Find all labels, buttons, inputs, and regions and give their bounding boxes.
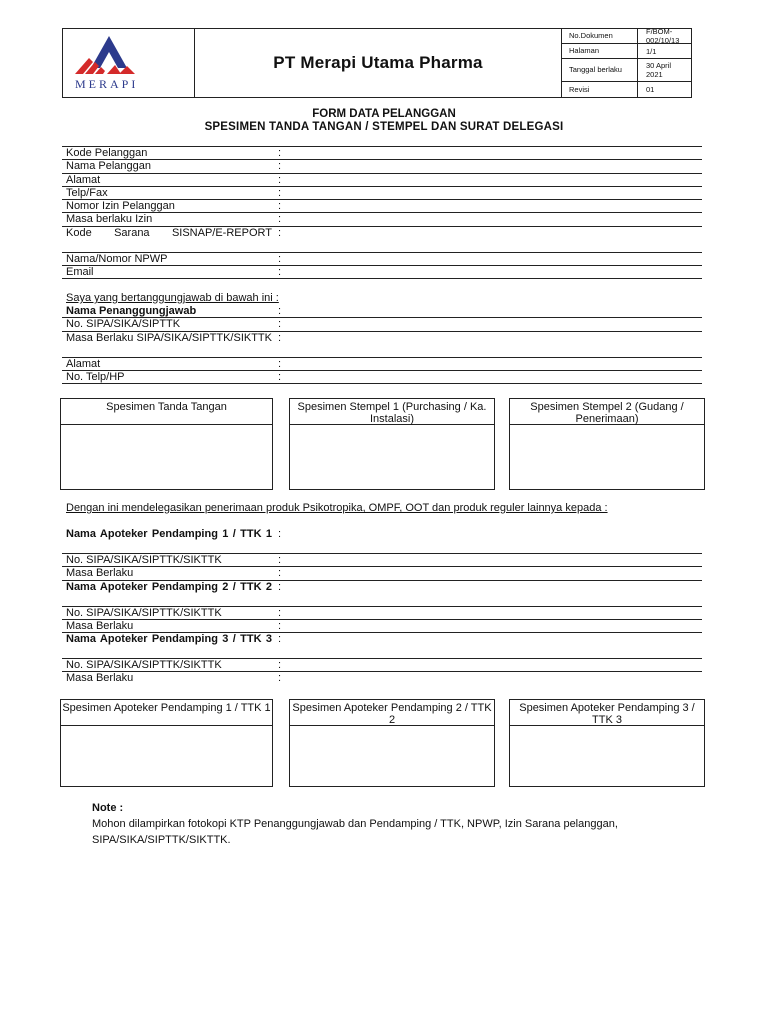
field-colon: : xyxy=(278,357,282,370)
field-sipa-3[interactable] xyxy=(62,659,702,672)
field-label: Nama Apoteker Pendamping 3 / TTK 3 xyxy=(66,633,272,646)
specimen-box-title: Spesimen Stempel 1 (Purchasing / Ka. Instalasi) xyxy=(290,399,494,425)
field-label: No. Telp/HP xyxy=(66,370,125,383)
responsible-intro: Saya yang bertanggungjawab di bawah ini : xyxy=(66,292,279,304)
company-cell xyxy=(195,29,562,97)
document-header xyxy=(62,28,692,98)
specimen-stamp-2-box[interactable] xyxy=(509,398,705,490)
specimen-box-title: Spesimen Tanda Tangan xyxy=(61,399,272,425)
field-colon: : xyxy=(278,659,282,672)
specimen-stamp-1-box[interactable] xyxy=(289,398,495,490)
field-nama-penanggungjawab[interactable] xyxy=(62,305,702,318)
specimen-apoteker-1-box[interactable] xyxy=(60,699,273,787)
field-colon: : xyxy=(278,200,282,213)
field-telp-fax[interactable] xyxy=(62,187,702,200)
meta-value: F/BOM-002/10/13 xyxy=(646,27,680,45)
field-colon: : xyxy=(278,619,282,632)
field-label: No. SIPA/SIKA/SIPTTK xyxy=(66,318,181,331)
field-colon: : xyxy=(278,580,282,593)
delegation-fields xyxy=(62,528,702,686)
specimen-box-title: Spesimen Apoteker Pendamping 3 / TTK 3 xyxy=(510,700,704,726)
field-colon: : xyxy=(278,213,282,226)
field-kode-pelanggan[interactable] xyxy=(62,147,702,160)
field-colon: : xyxy=(278,331,282,344)
field-colon: : xyxy=(278,606,282,619)
field-colon: : xyxy=(278,370,282,383)
merapi-logo-icon xyxy=(71,34,143,78)
specimen-box-title: Spesimen Apoteker Pendamping 2 / TTK 2 xyxy=(290,700,494,726)
specimen-signature-box[interactable] xyxy=(60,398,273,490)
field-label: Nama/Nomor NPWP xyxy=(66,252,168,265)
specimen-box-title: Spesimen Stempel 2 (Gudang / Penerimaan) xyxy=(510,399,704,425)
field-label: Nama Apoteker Pendamping 1 / TTK 1 xyxy=(66,528,272,540)
field-apoteker-1[interactable] xyxy=(62,528,702,554)
field-colon: : xyxy=(278,173,282,186)
field-label: Kode Sarana SISNAP/E-REPORT xyxy=(66,226,272,239)
meta-row xyxy=(562,29,691,44)
field-label: Alamat xyxy=(66,173,101,186)
field-colon: : xyxy=(278,266,282,279)
field-nomor-izin[interactable] xyxy=(62,200,702,213)
field-apoteker-3[interactable] xyxy=(62,633,702,659)
field-masa-berlaku-sipa[interactable] xyxy=(62,332,702,358)
field-colon: : xyxy=(278,226,282,239)
field-sipa-1[interactable] xyxy=(62,554,702,567)
field-colon: : xyxy=(278,528,282,540)
field-kode-sarana[interactable] xyxy=(62,227,702,253)
field-colon: : xyxy=(278,567,282,580)
meta-label: No.Dokumen xyxy=(562,29,638,43)
field-telp-hp[interactable] xyxy=(62,371,702,384)
field-colon: : xyxy=(278,554,282,566)
field-masa-berlaku-2[interactable] xyxy=(62,620,702,633)
field-masa-berlaku-1[interactable] xyxy=(62,567,702,580)
field-colon: : xyxy=(278,186,282,199)
field-colon: : xyxy=(278,305,282,317)
field-label: Nomor Izin Pelanggan xyxy=(66,200,175,213)
field-colon: : xyxy=(278,160,282,173)
field-label: Nama Pelanggan xyxy=(66,160,152,173)
field-email[interactable] xyxy=(62,266,702,279)
field-label: Masa berlaku Izin xyxy=(66,213,153,226)
field-masa-berlaku-izin[interactable] xyxy=(62,213,702,226)
field-label: Telp/Fax xyxy=(66,186,108,199)
meta-row xyxy=(562,44,691,59)
meta-value: 1/1 xyxy=(646,46,657,56)
delegation-text xyxy=(66,502,702,514)
logo-cell xyxy=(63,29,195,97)
logo-wordmark: MERAPI xyxy=(75,77,139,91)
meta-row xyxy=(562,82,691,97)
meta-label: Tanggal berlaku xyxy=(562,59,638,81)
specimen-apoteker-3-box[interactable] xyxy=(509,699,705,787)
form-title: FORM DATA PELANGGAN xyxy=(312,108,456,120)
field-alamat[interactable] xyxy=(62,174,702,187)
field-label: Masa Berlaku xyxy=(66,672,134,685)
field-label: No. SIPA/SIKA/SIPTTK/SIKTTK xyxy=(66,554,222,566)
field-npwp[interactable] xyxy=(62,253,702,266)
field-apoteker-2[interactable] xyxy=(62,581,702,607)
field-label: Kode Pelanggan xyxy=(66,147,148,159)
field-label: No. SIPA/SIKA/SIPTTK/SIKTTK xyxy=(66,659,222,672)
company-name: PT Merapi Utama Pharma xyxy=(273,53,483,72)
field-label: Nama Penanggungjawab xyxy=(66,305,197,317)
meta-value: 30 April 2021 xyxy=(646,61,672,79)
meta-row xyxy=(562,59,691,82)
specimen-apoteker-2-box[interactable] xyxy=(289,699,495,787)
meta-label: Halaman xyxy=(562,44,638,58)
specimen-box-title: Spesimen Apoteker Pendamping 1 / TTK 1 xyxy=(61,700,272,726)
field-label: No. SIPA/SIKA/SIPTTK/SIKTTK xyxy=(66,606,222,619)
delegation-statement: Dengan ini mendelegasikan penerimaan produk Psikotropika, OMPF, OOT dan produk reguler lainnya kepada : xyxy=(66,502,608,514)
responsible-fields xyxy=(62,305,702,384)
field-label: Masa Berlaku SIPA/SIKA/SIPTTK/SIKTTK xyxy=(66,331,272,344)
document-meta-table xyxy=(562,29,691,97)
meta-value: 01 xyxy=(646,85,655,94)
note-section xyxy=(92,800,692,848)
field-colon: : xyxy=(278,633,282,646)
field-label: Masa Berlaku xyxy=(66,619,134,632)
field-sipa-2[interactable] xyxy=(62,607,702,620)
field-label: Masa Berlaku xyxy=(66,567,134,580)
field-alamat-pj[interactable] xyxy=(62,358,702,371)
form-subtitle: SPESIMEN TANDA TANGAN / STEMPEL DAN SURAT DELEGASI xyxy=(204,121,564,133)
field-label: Nama Apoteker Pendamping 2 / TTK 2 xyxy=(66,580,272,593)
customer-fields xyxy=(62,146,702,279)
field-label: Email xyxy=(66,266,94,279)
field-nama-pelanggan[interactable] xyxy=(62,160,702,173)
field-colon: : xyxy=(278,318,282,331)
meta-label: Revisi xyxy=(562,82,638,97)
field-colon: : xyxy=(278,147,282,159)
note-title: Note : xyxy=(92,802,124,814)
field-colon: : xyxy=(278,672,282,685)
field-label: Alamat xyxy=(66,357,101,370)
field-masa-berlaku-3[interactable] xyxy=(62,672,702,685)
note-text: Mohon dilampirkan fotokopi KTP Penanggungjawab dan Pendamping / TTK, NPWP, Izin Sarana pelanggan, SIPA/SIKA/SIPTTK/SIKTTK. xyxy=(92,818,618,846)
field-colon: : xyxy=(278,252,282,265)
field-no-sipa[interactable] xyxy=(62,318,702,331)
